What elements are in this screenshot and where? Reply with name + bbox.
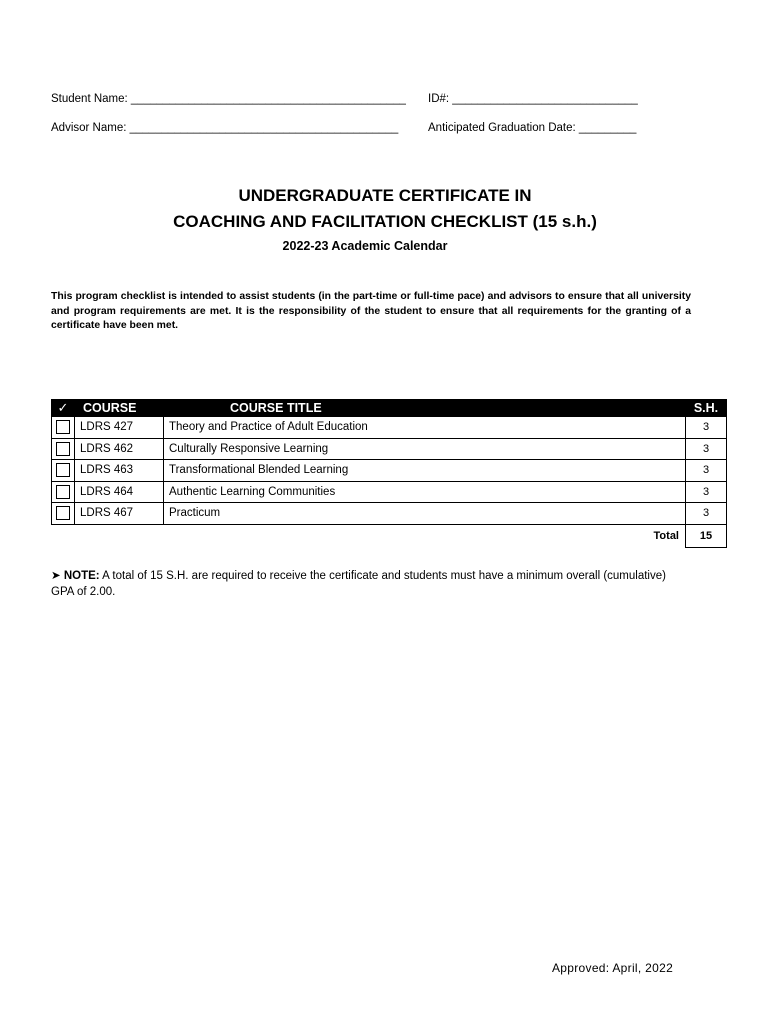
course-checkbox[interactable]	[56, 442, 70, 456]
note-label: NOTE:	[63, 570, 100, 582]
check-header: ✓	[52, 400, 75, 417]
document-title-line2: COACHING AND FACILITATION CHECKLIST (15 s.h.)	[173, 212, 597, 231]
course-title: Authentic Learning Communities	[164, 481, 686, 503]
sh-header: S.H.	[686, 400, 727, 417]
course-checklist-table	[51, 399, 727, 548]
approved-date: Approved: April, 2022	[552, 961, 674, 975]
total-label: Total	[653, 529, 679, 542]
course-checkbox[interactable]	[56, 506, 70, 520]
student-name-label: Student Name:	[51, 93, 131, 105]
course-code: LDRS 463	[75, 460, 164, 482]
table-row	[52, 460, 727, 482]
course-sh: 3	[686, 481, 727, 503]
course-sh: 3	[686, 460, 727, 482]
table-header-row	[52, 400, 727, 417]
arrow-icon: ➤	[51, 570, 61, 582]
table-row	[52, 503, 727, 525]
note-text: A total of 15 S.H. are required to receive the certificate and students must have a minimum overall (cumulative) GPA of 2.00.	[51, 570, 666, 598]
advisor-name-field[interactable]	[51, 122, 398, 134]
graduation-date-label: Anticipated Graduation Date:	[428, 122, 579, 134]
advisor-name-blank[interactable]: __________________________________________	[129, 122, 399, 134]
course-title: Practicum	[164, 503, 686, 525]
course-code: LDRS 462	[75, 438, 164, 460]
graduation-date-field[interactable]	[428, 122, 636, 134]
course-checkbox[interactable]	[56, 463, 70, 477]
course-sh: 3	[686, 417, 727, 439]
id-field[interactable]	[428, 93, 638, 105]
course-code: LDRS 464	[75, 481, 164, 503]
intro-paragraph: This program checklist is intended to assist students (in the part-time or full-time pace) and advisors to ensure that all university and program requirements are met. It is the responsibility of the student to ensure that all requirements for the granting of a certificate have been met.	[51, 291, 691, 331]
id-blank[interactable]: _____________________________	[452, 93, 638, 105]
course-code: LDRS 427	[75, 417, 164, 439]
student-name-blank[interactable]: ___________________________________________	[130, 93, 406, 105]
course-title-header: COURSE TITLE	[164, 400, 686, 417]
graduation-date-blank[interactable]: _________	[578, 122, 637, 134]
note-paragraph	[51, 569, 691, 600]
course-checkbox[interactable]	[56, 485, 70, 499]
advisor-name-label: Advisor Name:	[51, 122, 130, 134]
course-checkbox[interactable]	[56, 420, 70, 434]
course-code: LDRS 467	[75, 503, 164, 525]
table-row	[52, 417, 727, 439]
course-title: Transformational Blended Learning	[164, 460, 686, 482]
table-row	[52, 481, 727, 503]
table-row	[52, 438, 727, 460]
total-value: 15	[686, 524, 727, 547]
course-sh: 3	[686, 503, 727, 525]
course-title: Culturally Responsive Learning	[164, 438, 686, 460]
id-label: ID#:	[428, 93, 453, 105]
course-sh: 3	[686, 438, 727, 460]
course-title: Theory and Practice of Adult Education	[164, 417, 686, 439]
course-header: COURSE	[75, 400, 164, 417]
total-row	[52, 524, 727, 547]
student-name-field[interactable]	[51, 93, 406, 105]
document-title-line1: UNDERGRADUATE CERTIFICATE IN	[238, 186, 532, 205]
academic-calendar-subtitle: 2022-23 Academic Calendar	[282, 239, 448, 253]
